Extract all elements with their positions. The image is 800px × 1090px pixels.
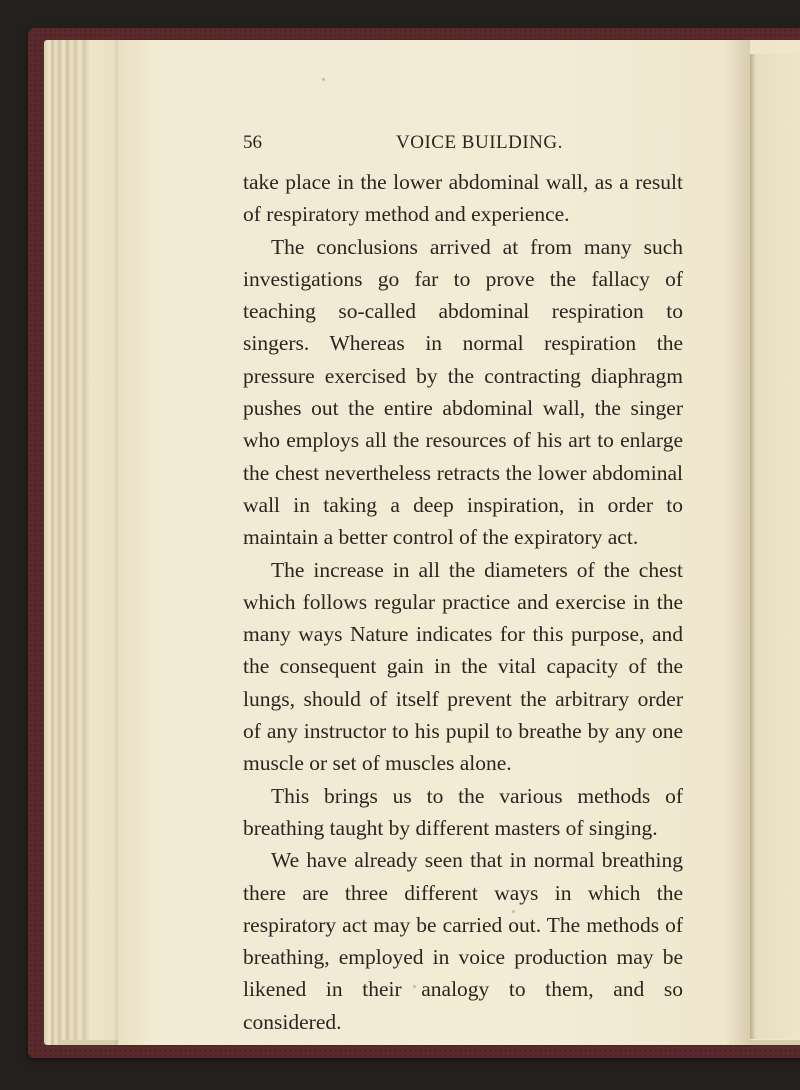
paragraph-5: We have already seen that in normal breathing there are three different ways in which the respiratory act may be carried out. The methods of breathing, employed in voice production may be likened in their analogy to them, and so considered. xyxy=(243,848,683,1034)
paper-spot xyxy=(512,910,515,913)
page-header xyxy=(243,132,683,162)
facing-page-edge xyxy=(750,54,800,1039)
paragraph-4: This brings us to the various methods of breathing taught by different masters of singing. xyxy=(243,783,683,840)
paragraph-2: The conclusions arrived at from many such investigations go far to prove the fallacy of teaching so-called abdominal respiration to singers. Whereas in normal respiration the pressure exercised by the contracting diaphragm pushes out the entire abdominal wall, the singer who employs all the resources of his art to enlarge the chest nevertheless retracts the lower abdominal wall in taking a deep inspiration, in order to maintain a better control of the expiratory act. xyxy=(243,234,683,550)
paper-spot xyxy=(322,78,325,81)
paragraph-1: take place in the lower abdominal wall, as a result of respiratory method and experience. xyxy=(243,170,683,227)
page-number: 56 xyxy=(243,132,262,153)
body-text xyxy=(243,166,683,1038)
running-head: VOICE BUILDING. xyxy=(396,132,563,153)
paper-spot xyxy=(413,985,416,988)
paragraph-3: The increase in all the diameters of the chest which follows regular practice and exercise in the many ways Nature indicates for this purpose, and the consequent gain in the vital capacity of the lungs, should of itself prevent the arbitrary order of any instructor to his pupil to breathe by any one muscle or set of muscles alone. xyxy=(243,557,683,776)
